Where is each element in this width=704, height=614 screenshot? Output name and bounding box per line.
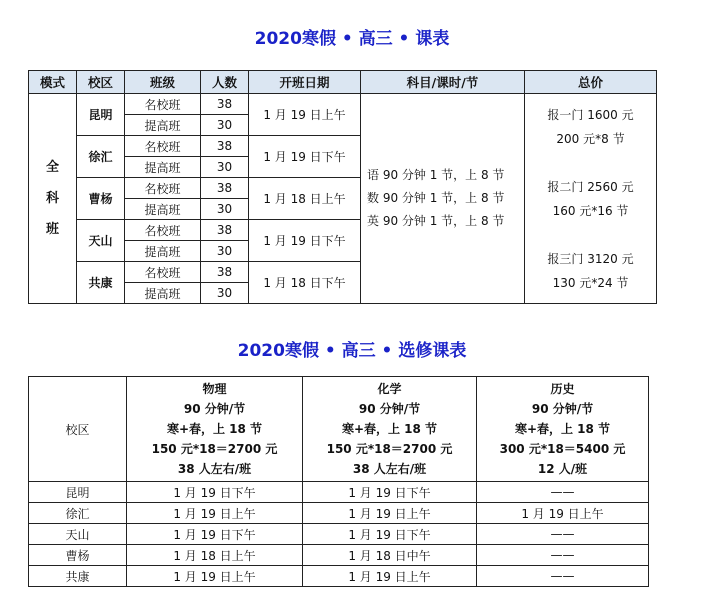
table-row <box>29 524 649 545</box>
date-cell: 1 月 19 日下午 <box>127 524 303 545</box>
subject-header-chemistry <box>303 377 477 482</box>
header-line: 12 人/班 <box>537 462 588 476</box>
count-cell: 30 <box>201 115 249 136</box>
date-cell: 1 月 18 日中午 <box>303 545 477 566</box>
date-cell: 1 月 19 日上午 <box>127 566 303 587</box>
header-line: 150 元*18＝2700 元 <box>326 442 453 456</box>
table-row <box>29 566 649 587</box>
class-cell: 名校班 <box>125 220 201 241</box>
class-cell: 名校班 <box>125 178 201 199</box>
header-mode: 模式 <box>29 71 77 94</box>
date-cell: 1 月 18 日上午 <box>249 178 361 220</box>
class-cell: 提高班 <box>125 115 201 136</box>
subject-line: 英 90 分钟 1 节，上 8 节 <box>367 214 505 228</box>
count-cell: 30 <box>201 199 249 220</box>
header-line: 90 分钟/节 <box>358 402 421 416</box>
subject-header-physics <box>127 377 303 482</box>
campus-cell: 曹杨 <box>29 545 127 566</box>
date-cell: —— <box>477 524 649 545</box>
header-line: 300 元*18＝5400 元 <box>499 442 626 456</box>
date-cell: 1 月 19 日上午 <box>477 503 649 524</box>
subject-header-history <box>477 377 649 482</box>
header-subjects: 科目/课时/节 <box>361 71 525 94</box>
subjects-cell <box>361 94 525 304</box>
schedule-title: 2020寒假 • 高三 • 课表 <box>254 29 450 49</box>
date-cell: 1 月 19 日下午 <box>249 136 361 178</box>
class-cell: 名校班 <box>125 262 201 283</box>
header-line: 90 分钟/节 <box>531 402 594 416</box>
header-row <box>29 377 649 482</box>
header-line: 化学 <box>377 382 402 396</box>
header-line: 物理 <box>202 382 227 396</box>
count-cell: 38 <box>201 136 249 157</box>
date-cell: —— <box>477 566 649 587</box>
header-line: 寒+春，上 18 节 <box>341 422 438 436</box>
subject-line: 语 90 分钟 1 节，上 8 节 <box>367 168 505 182</box>
campus-cell: 共康 <box>77 262 125 304</box>
date-cell: 1 月 19 日下午 <box>303 482 477 503</box>
mode-cell <box>29 94 77 304</box>
date-cell: 1 月 19 日下午 <box>127 482 303 503</box>
subject-line: 数 90 分钟 1 节，上 8 节 <box>367 191 505 205</box>
header-count: 人数 <box>201 71 249 94</box>
date-cell: —— <box>477 545 649 566</box>
date-cell: 1 月 19 日上午 <box>249 94 361 136</box>
header-price: 总价 <box>525 71 657 94</box>
date-cell: 1 月 18 日下午 <box>249 262 361 304</box>
count-cell: 38 <box>201 94 249 115</box>
campus-cell: 徐汇 <box>77 136 125 178</box>
campus-cell: 曹杨 <box>77 178 125 220</box>
price-line: 160 元*16 节 <box>552 203 629 218</box>
header-line: 寒+春，上 18 节 <box>166 422 263 436</box>
mode-char: 班 <box>45 222 59 237</box>
count-cell: 30 <box>201 283 249 304</box>
date-cell: 1 月 19 日上午 <box>303 566 477 587</box>
header-line: 90 分钟/节 <box>183 402 246 416</box>
header-class: 班级 <box>125 71 201 94</box>
class-cell: 名校班 <box>125 94 201 115</box>
campus-cell: 昆明 <box>77 94 125 136</box>
date-cell: 1 月 19 日上午 <box>127 503 303 524</box>
header-campus: 校区 <box>29 377 127 482</box>
table-row <box>29 545 649 566</box>
header-row <box>29 71 657 94</box>
mode-char: 科 <box>45 191 59 206</box>
header-line: 寒+春，上 18 节 <box>514 422 611 436</box>
count-cell: 30 <box>201 241 249 262</box>
price-cell <box>525 94 657 304</box>
table-row <box>29 503 649 524</box>
header-campus: 校区 <box>77 71 125 94</box>
count-cell: 38 <box>201 178 249 199</box>
price-spacer <box>525 223 656 247</box>
class-cell: 提高班 <box>125 199 201 220</box>
count-cell: 38 <box>201 220 249 241</box>
mode-char: 全 <box>45 160 59 175</box>
price-spacer <box>525 151 656 175</box>
elective-schedule-table <box>28 376 649 587</box>
campus-cell: 天山 <box>77 220 125 262</box>
full-subject-schedule-table <box>28 70 657 304</box>
table-row <box>29 94 657 115</box>
header-line: 38 人左右/班 <box>177 462 252 476</box>
count-cell: 38 <box>201 262 249 283</box>
price-line: 报一门 1600 元 <box>547 107 634 122</box>
date-cell: 1 月 19 日下午 <box>303 524 477 545</box>
campus-cell: 共康 <box>29 566 127 587</box>
campus-cell: 昆明 <box>29 482 127 503</box>
elective-schedule-title: 2020寒假 • 高三 • 选修课表 <box>237 341 467 361</box>
price-line: 200 元*8 节 <box>556 131 625 146</box>
count-cell: 30 <box>201 157 249 178</box>
price-line: 报三门 3120 元 <box>547 251 634 266</box>
table-row <box>29 482 649 503</box>
campus-cell: 天山 <box>29 524 127 545</box>
header-line: 38 人左右/班 <box>352 462 427 476</box>
campus-cell: 徐汇 <box>29 503 127 524</box>
price-line: 130 元*24 节 <box>552 275 629 290</box>
class-cell: 提高班 <box>125 241 201 262</box>
date-cell: 1 月 19 日下午 <box>249 220 361 262</box>
date-cell: 1 月 18 日上午 <box>127 545 303 566</box>
class-cell: 提高班 <box>125 283 201 304</box>
header-line: 历史 <box>550 382 575 396</box>
class-cell: 名校班 <box>125 136 201 157</box>
date-cell: —— <box>477 482 649 503</box>
header-start-date: 开班日期 <box>249 71 361 94</box>
header-line: 150 元*18＝2700 元 <box>151 442 278 456</box>
class-cell: 提高班 <box>125 157 201 178</box>
date-cell: 1 月 19 日上午 <box>303 503 477 524</box>
price-line: 报二门 2560 元 <box>547 179 634 194</box>
